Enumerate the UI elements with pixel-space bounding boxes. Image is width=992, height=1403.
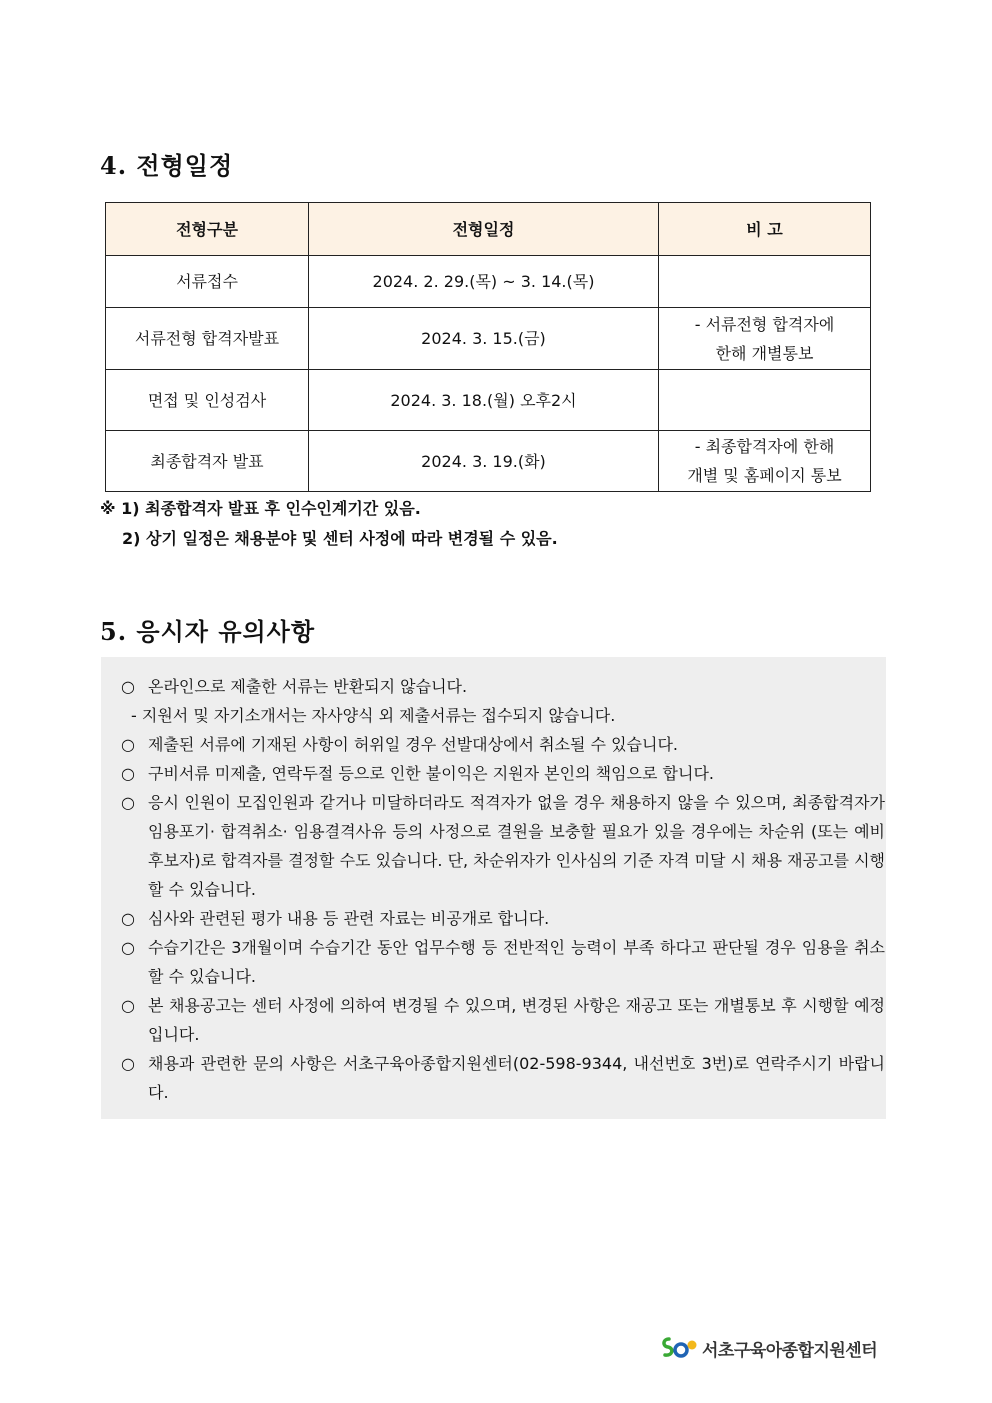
schedule-cell: 2024. 3. 18.(월) 오후2시 — [309, 370, 659, 431]
list-item — [121, 933, 885, 991]
circle-bullet-icon: ○ — [121, 677, 135, 696]
remark-line: 개별 및 홈페이지 통보 — [687, 466, 842, 485]
remark-cell — [659, 431, 871, 492]
center-logo-icon — [660, 1335, 700, 1361]
remark-line: - 최종합격자에 한해 — [694, 437, 835, 456]
circle-bullet-icon: ○ — [121, 735, 135, 754]
center-logo-text: 서초구육아종합지원센터 — [702, 1340, 878, 1361]
item-text: 심사와 관련된 평가 내용 등 관련 자료는 비공개로 합니다. — [148, 909, 550, 928]
header-stage: 전형구분 — [106, 203, 309, 256]
header-remark: 비 고 — [659, 203, 871, 256]
header-schedule: 전형일정 — [309, 203, 659, 256]
table-row — [106, 256, 871, 308]
circle-bullet-icon: ○ — [121, 764, 135, 783]
schedule-cell: 2024. 3. 15.(금) — [309, 308, 659, 370]
list-item — [121, 672, 885, 701]
stage-cell: 면접 및 인성검사 — [106, 370, 309, 431]
item-text: 채용과 관련한 문의 사항은 서초구육아종합지원센터(02-598-9344, 내선번호 3번)로 연락주시기 바랍니다. — [148, 1054, 885, 1102]
center-logo — [660, 1333, 877, 1363]
remark-cell — [659, 370, 871, 431]
circle-bullet-icon: ○ — [121, 996, 135, 1015]
list-item — [121, 991, 885, 1049]
section-4-title: 4. 전형일정 — [100, 151, 234, 180]
item-text: - 지원서 및 자기소개서는 자사양식 외 제출서류는 접수되지 않습니다. — [131, 706, 616, 725]
circle-bullet-icon: ○ — [121, 1054, 135, 1073]
schedule-notes — [100, 494, 880, 554]
list-item — [121, 1049, 885, 1107]
schedule-cell: 2024. 3. 19.(화) — [309, 431, 659, 492]
item-text: 온라인으로 제출한 서류는 반환되지 않습니다. — [148, 677, 468, 696]
circle-bullet-icon: ○ — [121, 909, 135, 928]
table-row — [106, 370, 871, 431]
caution-box — [101, 657, 886, 1119]
table-header-row — [106, 203, 871, 256]
item-text: 구비서류 미제출, 연락두절 등으로 인한 불이익은 지원자 본인의 책임으로 합니다. — [148, 764, 714, 783]
stage-cell: 최종합격자 발표 — [106, 431, 309, 492]
list-item — [121, 904, 885, 933]
schedule-cell: 2024. 2. 29.(목) ~ 3. 14.(목) — [309, 256, 659, 308]
remark-line: 한해 개별통보 — [715, 343, 814, 363]
stage-cell: 서류접수 — [106, 256, 309, 308]
list-item — [121, 730, 885, 759]
section-5-title: 5. 응시자 유의사항 — [100, 617, 316, 646]
stage-cell: 서류전형 합격자발표 — [106, 308, 309, 370]
item-text: 본 채용공고는 센터 사정에 의하여 변경될 수 있으며, 변경된 사항은 재공고 또는 개별통보 후 시행할 예정입니다. — [148, 996, 885, 1044]
list-item — [121, 759, 885, 788]
table-row — [106, 431, 871, 492]
remark-line: - 서류전형 합격자에 — [694, 314, 835, 334]
item-text: 수습기간은 3개월이며 수습기간 동안 업무수행 등 전반적인 능력이 부족 하다고 판단될 경우 임용을 취소할 수 있습니다. — [148, 938, 885, 986]
circle-bullet-icon: ○ — [121, 793, 135, 812]
circle-bullet-icon: ○ — [121, 938, 135, 957]
item-text: 응시 인원이 모집인원과 같거나 미달하더라도 적격자가 없을 경우 채용하지 않을 수 있으며, 최종합격자가 임용포기· 합격취소· 임용결격사유 등의 사정으로 결원을 보충할 필요가 있을 경우에는 차순위 (또는 예비후보자)로 합격자를 결정할 수도 있습니다. 단, 차순위자가 인사심의 기준 자격 미달 시 채용 재공고를 시행할 수 있습니다. — [148, 793, 885, 899]
schedule-table — [105, 202, 871, 492]
remark-cell — [659, 308, 871, 370]
item-text: 제출된 서류에 기재된 사항이 허위일 경우 선발대상에서 취소될 수 있습니다. — [148, 735, 678, 754]
remark-cell — [659, 256, 871, 308]
list-subitem — [121, 701, 895, 730]
table-row — [106, 308, 871, 370]
list-item — [121, 788, 885, 904]
note-1: ※ 1) 최종합격자 발표 후 인수인계기간 있음. — [100, 499, 421, 518]
note-2: 2) 상기 일정은 채용분야 및 센터 사정에 따라 변경될 수 있음. — [122, 529, 558, 548]
